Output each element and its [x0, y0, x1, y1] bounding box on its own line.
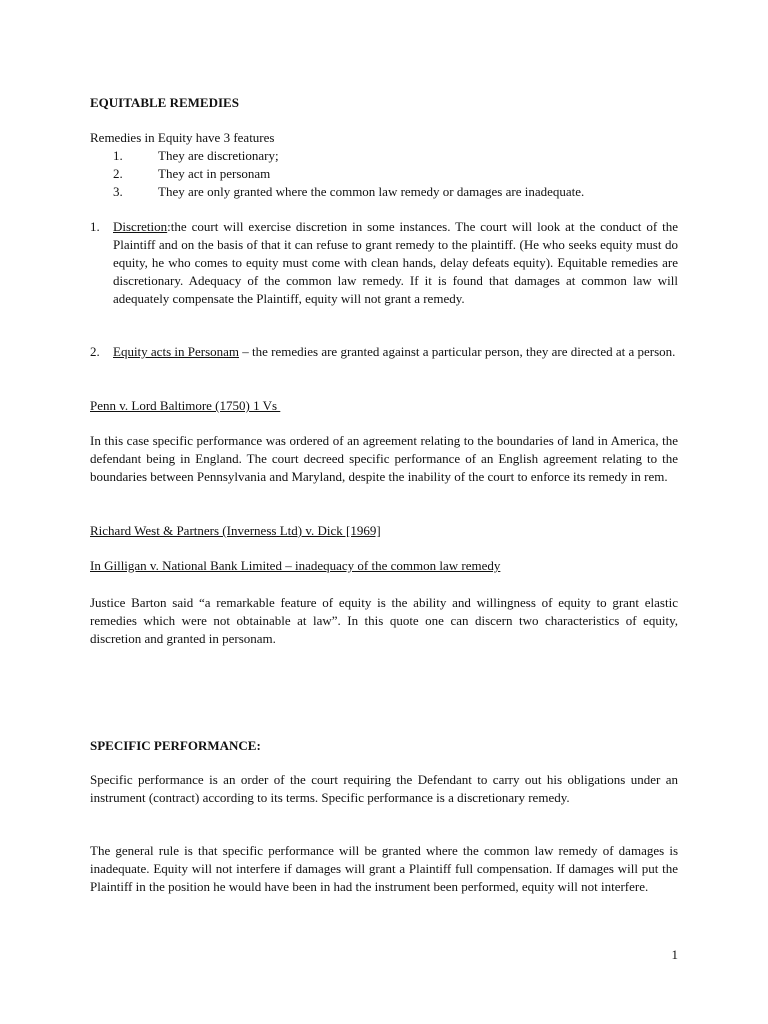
page-number: 1 — [671, 947, 678, 962]
case-heading-west — [90, 522, 678, 540]
feature-text: They act in personam — [158, 166, 271, 181]
feature-number: 2. — [113, 166, 123, 181]
point-separator: : — [167, 219, 171, 234]
case-heading-penn — [90, 397, 678, 415]
sp-paragraph-1: Specific performance is an order of the court requiring the Defendant to carry out his obligations under an instrument (contract) according to its terms. Specific performance is a discretionary remedy. — [90, 772, 678, 805]
case-title: Penn v. Lord Baltimore (1750) 1 Vs — [90, 398, 281, 413]
feature-text: They are only granted where the common law remedy or damages are inadequate. — [158, 184, 585, 199]
quote-paragraph: Justice Barton said “a remarkable feature of equity is the ability and willingness of equity to grant elastic remedies which were not obtainable at law”. In this quote one can discern two characteristics of equity, discretion and granted in personam. — [90, 595, 678, 646]
case-title: In Gilligan v. National Bank Limited – inadequacy of the common law remedy — [90, 558, 501, 573]
intro-text: Remedies in Equity have 3 features — [90, 130, 275, 145]
sp-paragraph-2: The general rule is that specific performance will be granted where the common law remedy of damages is inadequate. Equity will not interfere if damages will grant a Plaintiff full compensation. If damages will put the Plaintiff in the position he would have been in had the instrument been performed, equity will not interfere. — [90, 843, 678, 894]
features-list — [113, 147, 678, 201]
section-title: SPECIFIC PERFORMANCE: — [90, 738, 261, 753]
feature-item — [113, 165, 678, 183]
point-number: 1. — [90, 219, 100, 234]
feature-number: 3. — [113, 184, 123, 199]
point-number: 2. — [90, 344, 100, 359]
point-body — [113, 218, 678, 308]
point-text: the court will exercise discretion in some instances. The court will look at the conduct of the Plaintiff and on the basis of that it can refuse to grant remedy to the plaintiff. (He who seeks equity must do equity, he who comes to equity must come with clean hands, delay defeats equity). Equitable remedies are discretionary. Adequacy of the common law remedy. If it is found that damages at common law will adequately compensate the Plaintiff, equity will not grant a remedy. — [113, 219, 678, 306]
feature-number: 1. — [113, 148, 123, 163]
point-body — [113, 343, 678, 361]
point-heading: Discretion — [113, 219, 168, 234]
case-title: Richard West & Partners (Inverness Ltd) v. Dick [1969] — [90, 523, 381, 538]
document-title: EQUITABLE REMEDIES — [90, 95, 239, 110]
case-paragraph-penn: In this case specific performance was ordered of an agreement relating to the boundaries of land in America, the defendant being in England. The court decreed specific performance of an English agreement relating to the boundaries between Pennsylvania and Maryland, despite the inability of the court to enforce its remedy in rem. — [90, 433, 678, 484]
feature-item — [113, 147, 678, 165]
feature-text: They are discretionary; — [158, 148, 279, 163]
case-heading-gilligan — [90, 557, 678, 575]
point-heading: Equity acts in Personam — [113, 344, 240, 359]
point-text: the remedies are granted against a particular person, they are directed at a person. — [252, 344, 676, 359]
feature-item — [113, 183, 678, 201]
point-discretion — [90, 218, 678, 308]
point-personam — [90, 343, 678, 361]
point-separator: – — [239, 344, 253, 359]
